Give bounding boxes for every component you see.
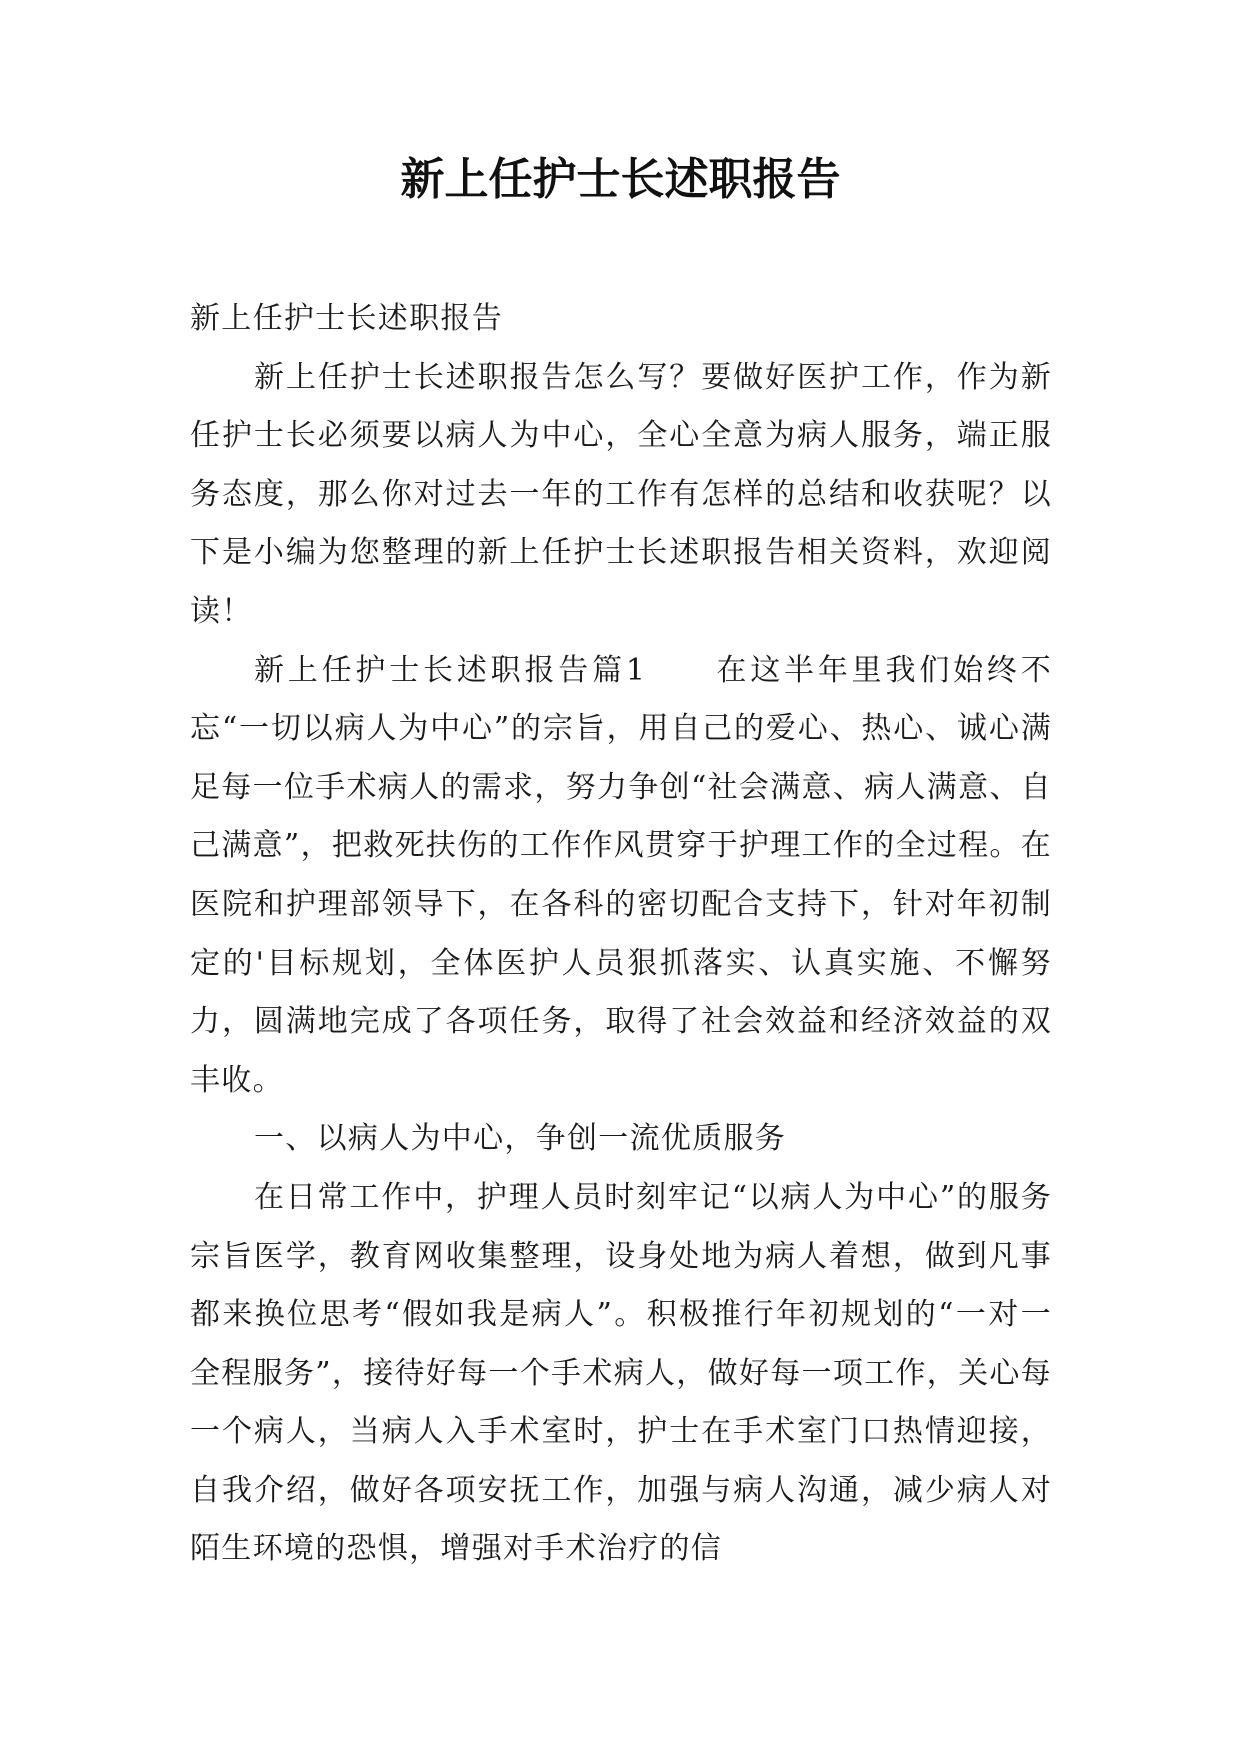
document-title: 新上任护士长述职报告 xyxy=(400,154,841,205)
paragraph-section-1: 在日常工作中，护理人员时刻牢记“以病人为中心”的服务宗旨医学，教育网收集整理，设身处地为病人着想，做到凡事都来换位思考“假如我是病人”。积极推行年初规划的“一对一全程服务”，接待好每一个手术病人，做好每一项工作，关心每一个病人，当病人入手术室时，护士在手术室门口热情迎接，自我介绍，做好各项安抚工作，加强与病人沟通，减少病人对陌生环境的恐惧，增强对手术治疗的信 xyxy=(190,1179,1052,1567)
paragraph-part-1: 新上任护士长述职报告篇1 在这半年里我们始终不忘“一切以病人为中心”的宗旨，用自己的爱心、热心、诚心满足每一位手术病人的需求，努力争创“社会满意、病人满意、自己满意”，把救死扶伤的工作作风贯穿于护理工作的全过程。在医院和护理部领导下，在各科的密切配合支持下，针对年初制定的'目标规划，全体医护人员狠抓落实、认真实施、不懈努力，圆满地完成了各项任务，取得了社会效益和经济效益的双丰收。 xyxy=(190,652,1052,1098)
paragraph-subtitle: 新上任护士长述职报告 xyxy=(190,301,503,336)
paragraph-intro: 新上任护士长述职报告怎么写？要做好医护工作，作为新任护士长必须要以病人为中心，全心全意为病人服务，端正服务态度，那么你对过去一年的工作有怎样的总结和收获呢？以下是小编为您整理的新上任护士长述职报告相关资料，欢迎阅读！ xyxy=(190,359,1052,629)
section-heading: 一、以病人为中心，争创一流优质服务 xyxy=(254,1121,787,1157)
document-body xyxy=(190,290,1052,1579)
